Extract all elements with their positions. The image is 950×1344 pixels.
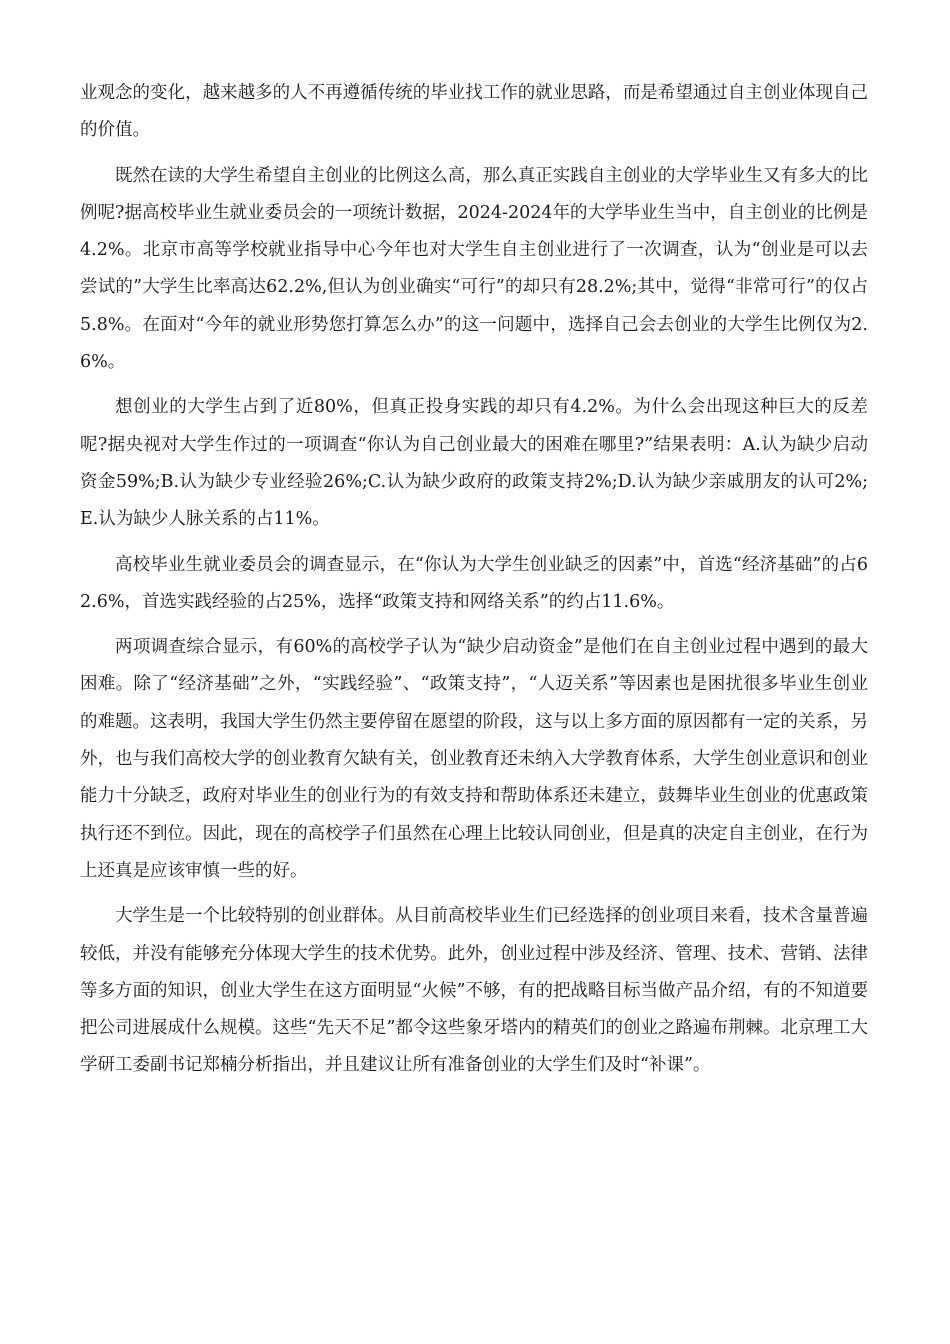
paragraph-survey-difficulties: 想创业的大学生占到了近80%，但真正投身实践的却只有4.2%。为什么会出现这种巨大的反差呢?据央视对大学生作过的一项调查“你认为自己创业最大的困难在哪里?”结果表明：A.认为缺少启动资金59%;B.认为缺少专业经验26%;C.认为缺少政府的政策支持2%;D.认为缺少亲戚朋友的认可2%;E.认为缺少人脉关系的占11%。 xyxy=(80,397,868,530)
paragraph-continuation: 业观念的变化，越来越多的人不再遵循传统的毕业找工作的就业思路，而是希望通过自主创业体现自己的价值。 xyxy=(80,83,868,141)
document-body xyxy=(80,75,868,1093)
paragraph-startup-ratio: 既然在读的大学生希望自主创业的比例这么高，那么真正实践自主创业的大学毕业生又有多大的比例呢?据高校毕业生就业委员会的一项统计数据，2024-2024年的大学毕业生当中，自主创业的比例是4.2%。北京市高等学校就业指导中心今年也对大学生自主创业进行了一次调查，认为“创业是可以去尝试的”大学生比率高达62.2%,但认为创业确实“可行”的却只有28.2%;其中，觉得“非常可行”的仅占5.8%。在面对“今年的就业形势您打算怎么办”的这一问题中，选择自己会去创业的大学生比例仅为2.6%。 xyxy=(80,165,868,373)
paragraph-lacking-factors: 高校毕业生就业委员会的调查显示，在“你认为大学生创业缺乏的因素”中，首选“经济基础”的占62.6%，首选实践经验的占25%，选择“政策支持和网络关系”的约占11.6%。 xyxy=(80,554,868,612)
paragraph-combined-findings: 两项调查综合显示，有60%的高校学子认为“缺少启动资金”是他们在自主创业过程中遇到的最大困难。除了“经济基础”之外，“实践经验”、“政策支持”，“人迈关系”等因素也是困扰很多毕业生创业的难题。这表明，我国大学生仍然主要停留在愿望的阶段，这与以上多方面的原因都有一定的关系，另外，也与我们高校大学的创业教育欠缺有关，创业教育还未纳入大学教育体系，大学生创业意识和创业能力十分缺乏，政府对毕业生的创业行为的有效支持和帮助体系还未建立，鼓舞毕业生创业的优惠政策执行还不到位。因此，现在的高校学子们虽然在心理上比较认同创业，但是真的决定自主创业，在行为上还真是应该审慎一些的好。 xyxy=(80,637,868,881)
paragraph-student-entrepreneurs: 大学生是一个比较特别的创业群体。从目前高校毕业生们已经选择的创业项目来看，技术含量普遍较低，并没有能够充分体现大学生的技术优势。此外，创业过程中涉及经济、管理、技术、营销、法律等多方面的知识，创业大学生在这方面明显“火候”不够，有的把战略目标当做产品介绍，有的不知道要把公司进展成什么规模。这些“先天不足”都令这些象牙塔内的精英们的创业之路遍布荆棘。北京理工大学研工委副书记郑楠分析指出，并且建议让所有准备创业的大学生们及时“补课”。 xyxy=(80,906,868,1076)
